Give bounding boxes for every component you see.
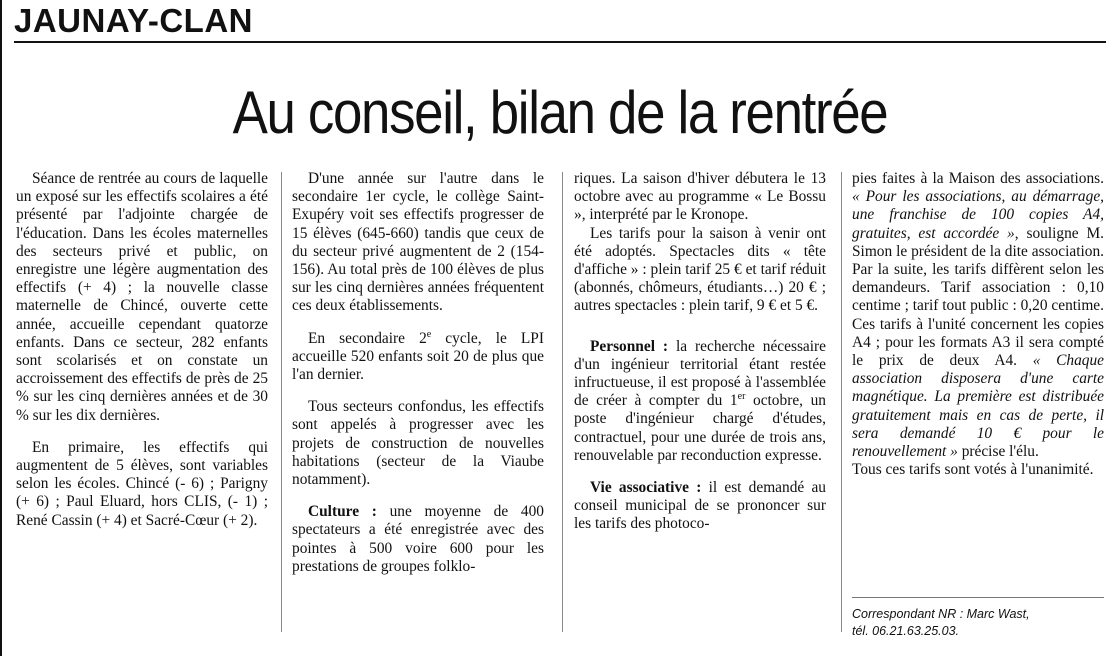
article-column-4 [852, 170, 1104, 479]
vie-associative-label: Vie associative : [590, 479, 702, 497]
article-column-2 [292, 170, 544, 576]
paragraph-vote: Tous ces tarifs sont votés à l'unanimité. [852, 461, 1094, 479]
paragraph-vie-associative: Vie associative : il est demandé au conseil municipal de se prononcer sur les tarifs des photoco- [574, 479, 826, 533]
credit-name: Correspondant NR : Marc Wast, [852, 607, 1030, 621]
culture-label: Culture : [308, 503, 377, 521]
quote-carte: « Chaque association disposera d'une carte magnétique. La première est distribuée gratuitement mais en cas de perte, il sera demandé 10 € pour le renouvellement » [852, 352, 1105, 461]
paragraph-personnel: Personnel : la recherche nécessaire d'un ingénieur territorial étant restée infructueuse, il est proposé à l'assemblée de créer à compter du 1er octobre, un poste d'ingénieur chargé d'études, contractuel, pour une durée de trois ans, renouvelable par reconduction expresse. [574, 337, 826, 464]
paragraph-tarifs: Les tarifs pour la saison à venir ont été adoptés. Spectacles dits « tête d'affiche » : plein tarif 25 € et tarif réduit (abonnés, chômeurs, étudiants…) 20 € ; autres spectacles : plein tarif, 9 € et 5 €. [574, 224, 826, 315]
article-column-3 [574, 170, 826, 534]
credit-phone: tél. 06.21.63.25.03. [852, 624, 960, 638]
article-headline: Au conseil, bilan de la rentrée [232, 79, 888, 146]
correspondent-credit [852, 597, 1104, 640]
column-divider [562, 172, 563, 632]
column-divider [281, 172, 282, 632]
paragraph-secondaire: D'une année sur l'autre dans le secondaire 1er cycle, le collège Saint-Exupéry voit ses effectifs progresser de 15 élèves (645-660) tandis que ceux de du secteur privé augmentent de 2 (154-156). Au total près de 100 élèves de plus sur les cinq dernières années fréquentent ces deux établissements. [292, 170, 544, 315]
paragraph-culture: Culture : une moyenne de 400 spectateurs a été enregistrée avec des pointes à 500 voire 600 pour les prestations de groupes folklo- [292, 503, 545, 575]
paragraph-effectifs: Tous secteurs confondus, les effectifs sont appelés à progresser avec les projets de construction de nouvelles habitations (secteur de la Viaube notamment). [292, 398, 544, 489]
personnel-label: Personnel : [590, 337, 669, 355]
section-rule [14, 41, 1106, 43]
paragraph-primaire: En primaire, les effectifs qui augmentent de 5 élèves, sont variables selon les écoles. Chincé (- 6) ; Parigny (+ 6) ; Paul Eluard, hors CLIS, (- 1) ; René Cassin (+ 4) et Sacré-Cœur (+ 2). [16, 438, 268, 529]
column-divider [841, 172, 842, 632]
left-border-rule [0, 0, 2, 656]
paragraph-maternelles: Séance de rentrée au cours de laquelle un exposé sur les effectifs scolaires a été présenté par l'adjointe chargée de l'éducation. Dans les écoles maternelles des secteurs privé et public, on enregistre une légère augmentation des effectifs (+ 4) ; la nouvelle classe maternelle de Chincé, ouverte cette année, accueille cependant quatorze enfants. Dans ce secteur, 282 enfants sont scolarisés et on constate un accroissement des effectifs de près de 25 % sur les cinq dernières années et de 30 % sur les dix dernières. [16, 170, 268, 424]
quote-franchise: « Pour les associations, au démarrage, une franchise de 100 copies A4, gratuites, est accordée » [852, 188, 1104, 242]
paragraph-saison: riques. La saison d'hiver débutera le 13 octobre avec au programme « Le Bossu », interprété par le Kronope. [574, 170, 826, 224]
article-column-1 [16, 170, 268, 530]
paragraph-lpi: En secondaire 2e cycle, le LPI accueille 520 enfants soit 20 de plus que l'an dernier. [292, 328, 544, 384]
section-heading: JAUNAY-CLAN [14, 2, 253, 39]
paragraph-photocopies: pies faites à la Maison des associations. « Pour les associations, au démarrage, une franchise de 100 copies A4, gratuites, est accordée », souligne M. Simon le président de la dite association. Par la suite, les tarifs diffèrent selon les demandeurs. Tarif association : 0,10 centime ; tarif tout public : 0,20 centime. Ces tarifs à l'unité concernent les copies A4 ; pour les formats A3 il sera compté le prix de deux A4. « Chaque association disposera d'une carte magnétique. La première est distribuée gratuitement mais en cas de perte, il sera demandé 10 € pour le renouvellement » précise l'élu. [852, 170, 1105, 461]
